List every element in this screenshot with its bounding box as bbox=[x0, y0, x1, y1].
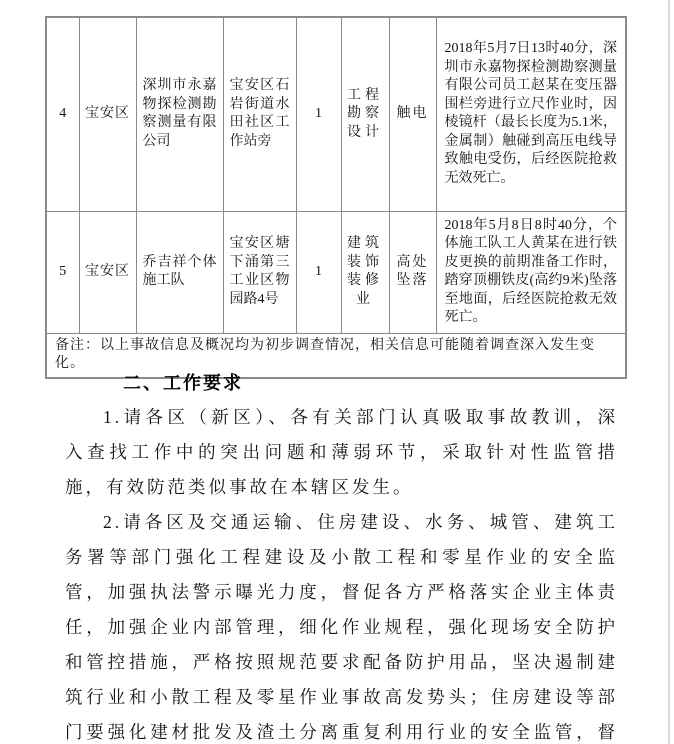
cell-accident-type: 高处坠落 bbox=[389, 211, 436, 333]
text-line: 任，加强企业内部管理，细化作业规程，强化现场安全防护 bbox=[65, 617, 618, 637]
section-heading: 二、工作要求 bbox=[123, 373, 243, 393]
cell-address: 宝安区塘下涌第三工业区物园路4号 bbox=[223, 211, 296, 333]
cell-district: 宝安区 bbox=[79, 211, 136, 333]
text-line: 筑行业和小散工程及零星作业事故高发势头；住房建设等部 bbox=[65, 687, 618, 707]
cell-accident-type: 触电 bbox=[389, 17, 436, 211]
cell-death-count: 1 bbox=[296, 211, 341, 333]
text-line: 门要强化建材批发及渣土分离重复利用行业的安全监管，督 bbox=[65, 722, 618, 742]
cell-accident-summary: 2018年5月8日8时40分，个体施工队工人黄某在进行铁皮更换的前期准备工作时，踏穿顶棚铁皮(高约9米)坠落至地面，后经医院抢救无效死亡。 bbox=[436, 211, 626, 333]
table-row-5 bbox=[46, 211, 626, 333]
text-line: 和管控措施，严格按照规范要求配备防护用品，坚决遏制建 bbox=[65, 652, 618, 672]
note-text: 备注：以上事故信息及概况均为初步调查情况，相关信息可能随着调查深入发生变化。 bbox=[46, 333, 626, 378]
cell-district: 宝安区 bbox=[79, 17, 136, 211]
cell-serial-number: 4 bbox=[46, 17, 79, 211]
cell-accident-summary: 2018年5月7日13时40分，深圳市永嘉物探检测勘察测量有限公司员工赵某在变压器围栏旁进行立尺作业时，因棱镜杆（最长长度为5.1米，金属制）触碰到高压电线导致触电受伤，后经医院抢救无效死亡。 bbox=[436, 17, 626, 211]
accident-table bbox=[45, 16, 627, 379]
cell-industry: 建筑装饰装修业 bbox=[341, 211, 389, 333]
cell-unit-name: 深圳市永嘉物探检测勘察测量有限公司 bbox=[136, 17, 223, 211]
cell-industry: 工程勘察设计 bbox=[341, 17, 389, 211]
table-row-4 bbox=[46, 17, 626, 211]
work-requirements-section bbox=[65, 370, 618, 744]
text-line: 管，加强执法警示曝光力度，督促各方严格落实企业主体责 bbox=[65, 582, 618, 602]
page-edge-line bbox=[668, 0, 670, 744]
paragraph-2 bbox=[65, 505, 618, 744]
cell-serial-number: 5 bbox=[46, 211, 79, 333]
text-line: 2.请各区及交通运输、住房建设、水务、城管、建筑工 bbox=[103, 512, 618, 532]
text-line: 入查找工作中的突出问题和薄弱环节，采取针对性监管措 bbox=[65, 442, 618, 462]
cell-unit-name: 乔吉祥个体施工队 bbox=[136, 211, 223, 333]
cell-address: 宝安区石岩街道水田社区工作站旁 bbox=[223, 17, 296, 211]
cell-death-count: 1 bbox=[296, 17, 341, 211]
text-line: 务署等部门强化工程建设及小散工程和零星作业的安全监 bbox=[65, 547, 618, 567]
text-line: 1.请各区（新区）、各有关部门认真吸取事故教训，深 bbox=[103, 407, 618, 427]
paragraph-1 bbox=[65, 400, 618, 505]
text-line: 施，有效防范类似事故在本辖区发生。 bbox=[65, 477, 414, 497]
